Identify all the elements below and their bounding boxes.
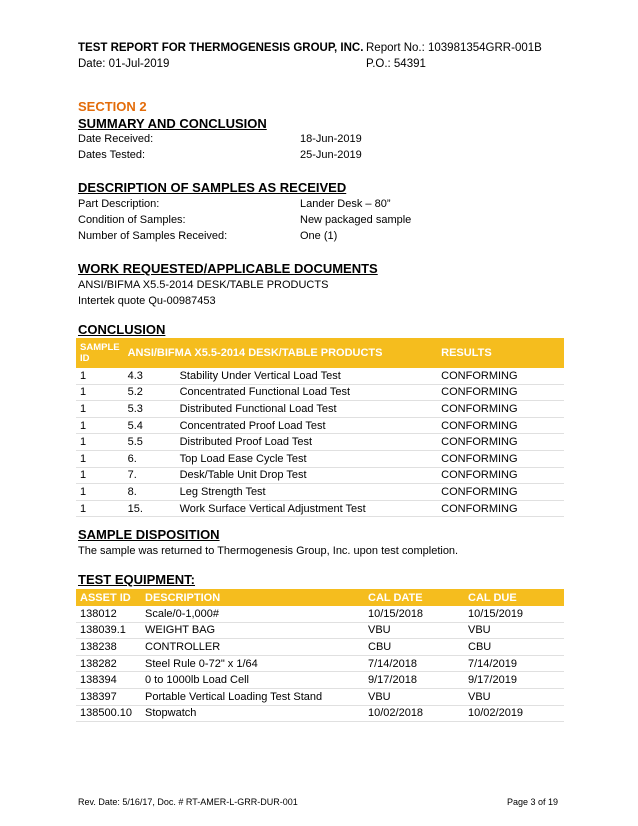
sample-id-cell: 1 [76, 434, 124, 451]
asset-id-cell: 138039.1 [76, 622, 141, 639]
cal-due-cell: VBU [464, 622, 564, 639]
test-name: Top Load Ease Cycle Test [179, 452, 307, 465]
po-number: P.O.: 54391 [366, 58, 426, 70]
work-heading: WORK REQUESTED/APPLICABLE DOCUMENTS [78, 261, 378, 276]
description-cell: Steel Rule 0-72" x 1/64 [141, 655, 364, 672]
test-cell [124, 417, 438, 434]
cal-date-cell: 10/15/2018 [364, 606, 464, 622]
col-sample-id: SAMPLE ID [76, 338, 124, 368]
result-cell: CONFORMING [437, 417, 564, 434]
num-samples-value: One (1) [300, 230, 338, 242]
description-cell: Scale/0-1,000# [141, 606, 364, 622]
conclusion-table [76, 338, 564, 517]
test-name: Leg Strength Test [179, 485, 266, 498]
asset-id-cell: 138397 [76, 688, 141, 705]
description-cell: Portable Vertical Loading Test Stand [141, 688, 364, 705]
dates-tested-label: Dates Tested: [78, 149, 146, 161]
table-row [76, 401, 564, 418]
sample-id-cell: 1 [76, 484, 124, 501]
cal-date-cell: 10/02/2018 [364, 705, 464, 722]
result-cell: CONFORMING [437, 401, 564, 418]
description-cell: WEIGHT BAG [141, 622, 364, 639]
asset-id-cell: 138394 [76, 672, 141, 689]
test-name: Desk/Table Unit Drop Test [179, 469, 307, 482]
test-name: Stability Under Vertical Load Test [179, 369, 341, 382]
cal-date-cell: 9/17/2018 [364, 672, 464, 689]
table-row [76, 639, 564, 656]
cal-due-cell: 9/17/2019 [464, 672, 564, 689]
dates-tested-value: 25-Jun-2019 [300, 149, 362, 161]
sample-id-cell: 1 [76, 450, 124, 467]
report-title: TEST REPORT FOR THERMOGENESIS GROUP, INC. [78, 42, 364, 54]
test-cell [124, 450, 438, 467]
clause-number: 7. [127, 469, 137, 482]
table-row [76, 705, 564, 722]
footer-page-number: Page 3 of 19 [507, 797, 559, 807]
cal-date-cell: CBU [364, 639, 464, 656]
equipment-heading: TEST EQUIPMENT: [78, 572, 196, 587]
disposition-heading: SAMPLE DISPOSITION [78, 527, 220, 542]
work-line: ANSI/BIFMA X5.5-2014 DESK/TABLE PRODUCTS [78, 279, 329, 291]
test-name: Distributed Functional Load Test [179, 402, 337, 415]
asset-id-cell: 138238 [76, 639, 141, 656]
col-standard: ANSI/BIFMA X5.5-2014 DESK/TABLE PRODUCTS [124, 338, 438, 368]
clause-number: 8. [127, 485, 137, 498]
result-cell: CONFORMING [437, 368, 564, 384]
date-received-label: Date Received: [78, 133, 154, 145]
clause-number: 4.3 [127, 369, 143, 382]
conclusion-heading: CONCLUSION [78, 322, 166, 337]
num-samples-label: Number of Samples Received: [78, 230, 228, 242]
part-description-label: Part Description: [78, 198, 160, 210]
clause-number: 6. [127, 452, 137, 465]
sample-id-cell: 1 [76, 384, 124, 401]
table-row [76, 500, 564, 517]
test-name: Concentrated Proof Load Test [179, 419, 326, 432]
clause-number: 5.4 [127, 419, 143, 432]
table-row [76, 368, 564, 384]
test-name: Work Surface Vertical Adjustment Test [179, 502, 366, 515]
sample-id-cell: 1 [76, 500, 124, 517]
test-cell [124, 384, 438, 401]
table-row [76, 672, 564, 689]
table-row [76, 484, 564, 501]
cal-date-cell: VBU [364, 688, 464, 705]
col-asset-id: ASSET ID [76, 589, 141, 606]
clause-number: 5.3 [127, 402, 143, 415]
col-cal-due: CAL DUE [464, 589, 564, 606]
description-cell: CONTROLLER [141, 639, 364, 656]
table-row [76, 467, 564, 484]
condition-value: New packaged sample [300, 214, 412, 226]
work-line: Intertek quote Qu-00987453 [78, 295, 216, 307]
result-cell: CONFORMING [437, 384, 564, 401]
result-cell: CONFORMING [437, 467, 564, 484]
table-row [76, 688, 564, 705]
cal-date-cell: VBU [364, 622, 464, 639]
asset-id-cell: 138282 [76, 655, 141, 672]
date-received-value: 18-Jun-2019 [300, 133, 362, 145]
sample-id-cell: 1 [76, 417, 124, 434]
clause-number: 15. [127, 502, 143, 515]
result-cell: CONFORMING [437, 450, 564, 467]
cal-due-cell: CBU [464, 639, 564, 656]
disposition-text: The sample was returned to Thermogenesis Group, Inc. upon test completion. [78, 545, 459, 557]
table-row [76, 622, 564, 639]
footer-revision: Rev. Date: 5/16/17, Doc. # RT-AMER-L-GRR-DUR-001 [78, 797, 298, 807]
asset-id-cell: 138012 [76, 606, 141, 622]
test-cell [124, 434, 438, 451]
equipment-table [76, 589, 564, 722]
cal-due-cell: VBU [464, 688, 564, 705]
table-row [76, 450, 564, 467]
cal-date-cell: 7/14/2018 [364, 655, 464, 672]
clause-number: 5.2 [127, 386, 143, 399]
col-results: RESULTS [437, 338, 564, 368]
clause-number: 5.5 [127, 436, 143, 449]
sample-id-cell: 1 [76, 368, 124, 384]
col-cal-date: CAL DATE [364, 589, 464, 606]
test-cell [124, 368, 438, 384]
test-cell [124, 500, 438, 517]
sample-id-cell: 1 [76, 467, 124, 484]
table-row [76, 384, 564, 401]
table-row [76, 417, 564, 434]
test-cell [124, 401, 438, 418]
test-cell [124, 484, 438, 501]
description-cell: Stopwatch [141, 705, 364, 722]
table-row [76, 655, 564, 672]
cal-due-cell: 10/15/2019 [464, 606, 564, 622]
samples-heading: DESCRIPTION OF SAMPLES AS RECEIVED [78, 180, 347, 195]
cal-due-cell: 7/14/2019 [464, 655, 564, 672]
test-name: Distributed Proof Load Test [179, 436, 313, 449]
table-row [76, 434, 564, 451]
sample-id-cell: 1 [76, 401, 124, 418]
result-cell: CONFORMING [437, 434, 564, 451]
cal-due-cell: 10/02/2019 [464, 705, 564, 722]
col-description: DESCRIPTION [141, 589, 364, 606]
report-date: Date: 01-Jul-2019 [78, 58, 170, 70]
table-row [76, 606, 564, 622]
part-description-value: Lander Desk – 80” [300, 198, 391, 210]
test-cell [124, 467, 438, 484]
description-cell: 0 to 1000lb Load Cell [141, 672, 364, 689]
section-label: SECTION 2 [78, 99, 147, 114]
asset-id-cell: 138500.10 [76, 705, 141, 722]
summary-heading: SUMMARY AND CONCLUSION [78, 116, 267, 131]
result-cell: CONFORMING [437, 500, 564, 517]
report-number: Report No.: 103981354GRR-001B [366, 42, 542, 54]
test-name: Concentrated Functional Load Test [179, 386, 351, 399]
condition-label: Condition of Samples: [78, 214, 186, 226]
result-cell: CONFORMING [437, 484, 564, 501]
